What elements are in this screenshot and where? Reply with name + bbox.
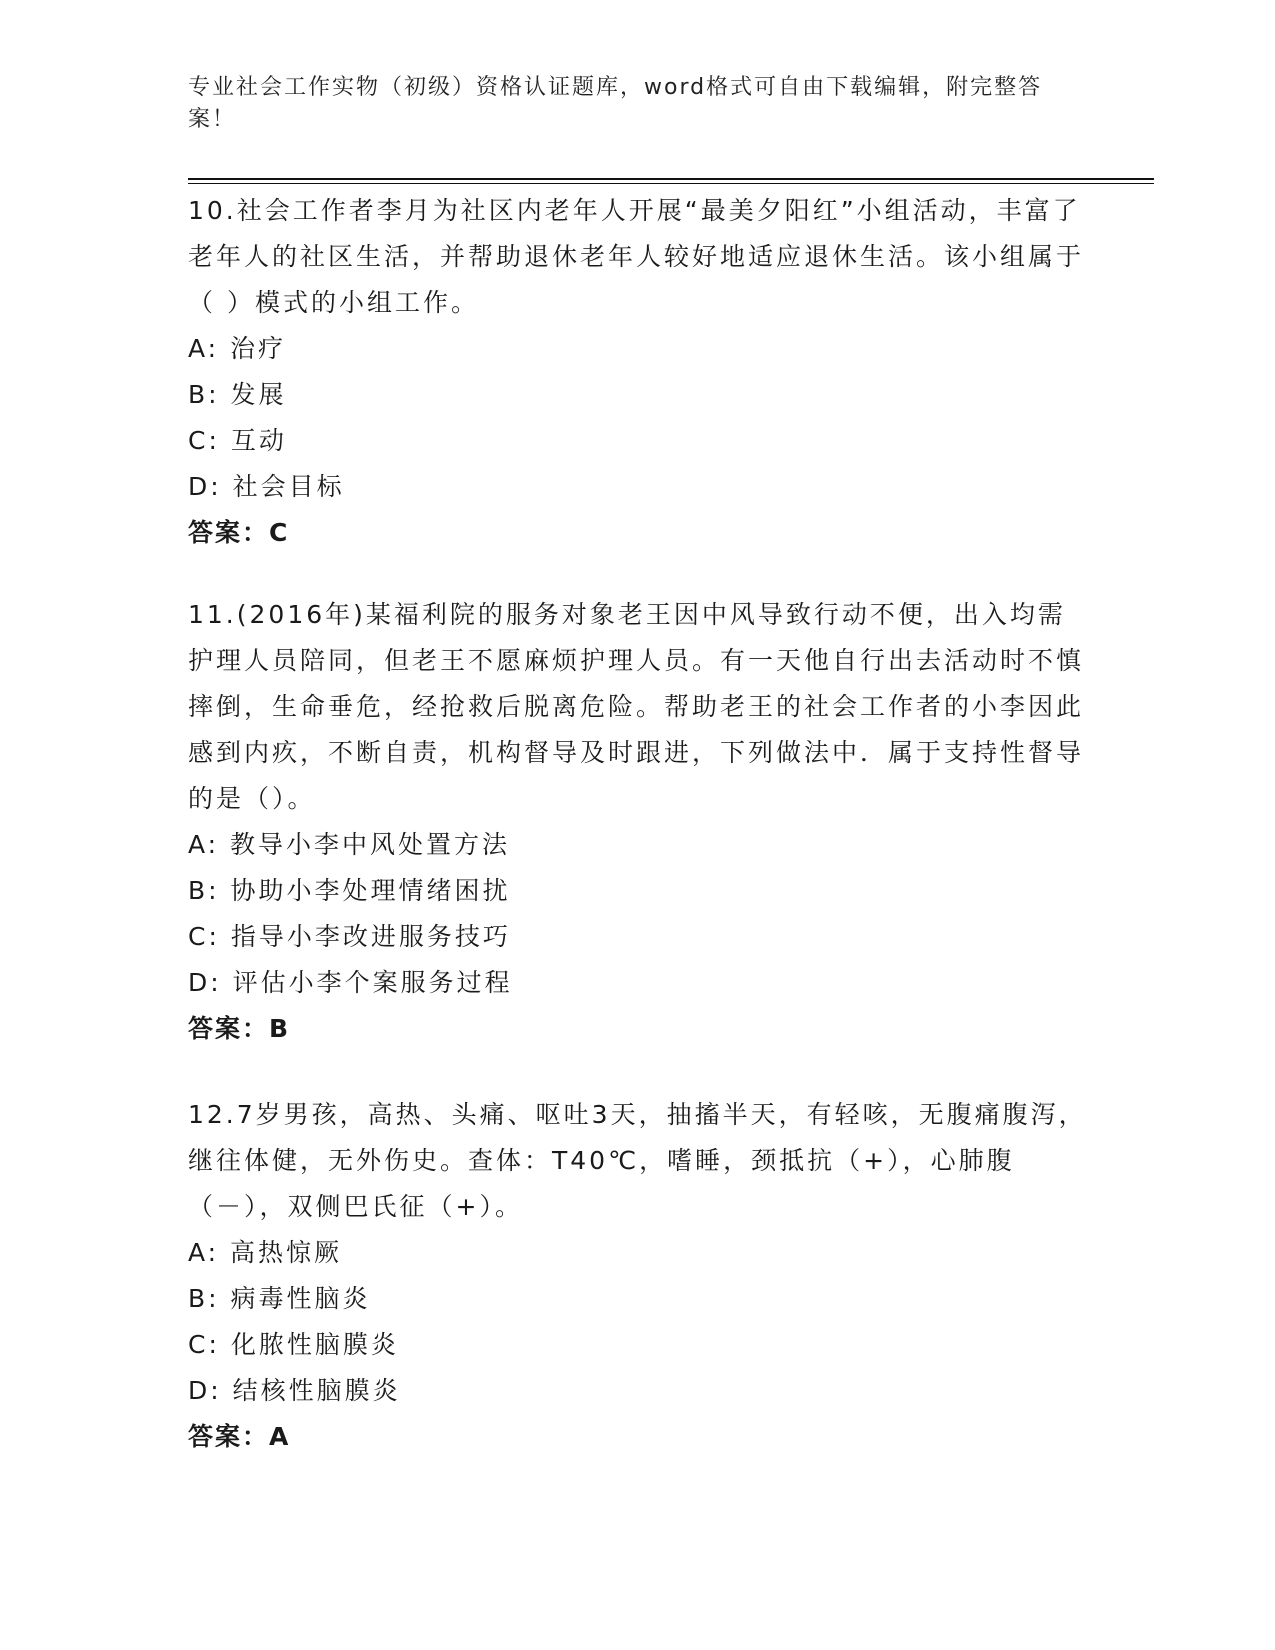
option-d: D: 评估小李个案服务过程	[188, 968, 513, 997]
answer: 答案：B	[188, 1014, 291, 1043]
option-b: B: 发展	[188, 380, 287, 409]
answer: 答案：C	[188, 518, 290, 547]
header-divider-thick	[188, 178, 1154, 180]
question-stem: 10.社会工作者李月为社区内老年人开展“最美夕阳红”小组活动，丰富了老年人的社区生活，并帮助退休老年人较好地适应退休生活。该小组属于（ ）模式的小组工作。	[188, 196, 1085, 317]
option-c: C: 互动	[188, 426, 287, 455]
option-a: A: 治疗	[188, 334, 287, 363]
question-11	[188, 592, 1088, 1052]
question-stem: 11.(2016年)某福利院的服务对象老王因中风导致行动不便，出入均需护理人员陪同，但老王不愿麻烦护理人员。有一天他自行出去活动时不慎摔倒，生命垂危，经抢救后脱离危险。帮助老王的社会工作者的小李因此感到内疚，不断自责，机构督导及时跟进，下列做法中．属于支持性督导的是（）。	[188, 600, 1085, 813]
header-divider-thin	[188, 183, 1154, 184]
option-c: C: 指导小李改进服务技巧	[188, 922, 511, 951]
option-c: C: 化脓性脑膜炎	[188, 1330, 399, 1359]
question-12	[188, 1092, 1088, 1460]
option-a: A: 高热惊厥	[188, 1238, 343, 1267]
page-header-text: 专业社会工作实物（初级）资格认证题库，word格式可自由下载编辑，附完整答案！	[188, 75, 1043, 132]
question-10	[188, 188, 1088, 556]
option-a: A: 教导小李中风处置方法	[188, 830, 511, 859]
option-d: D: 结核性脑膜炎	[188, 1376, 401, 1405]
option-d: D: 社会目标	[188, 472, 345, 501]
option-b: B: 病毒性脑炎	[188, 1284, 371, 1313]
answer: 答案：A	[188, 1422, 291, 1451]
option-b: B: 协助小李处理情绪困扰	[188, 876, 511, 905]
question-stem: 12.7岁男孩，高热、头痛、呕吐3天，抽搐半天，有轻咳，无腹痛腹泻，继往体健，无外伤史。查体：T40℃，嗜睡，颈抵抗（+），心肺腹（－），双侧巴氏征（+）。	[188, 1100, 1087, 1221]
